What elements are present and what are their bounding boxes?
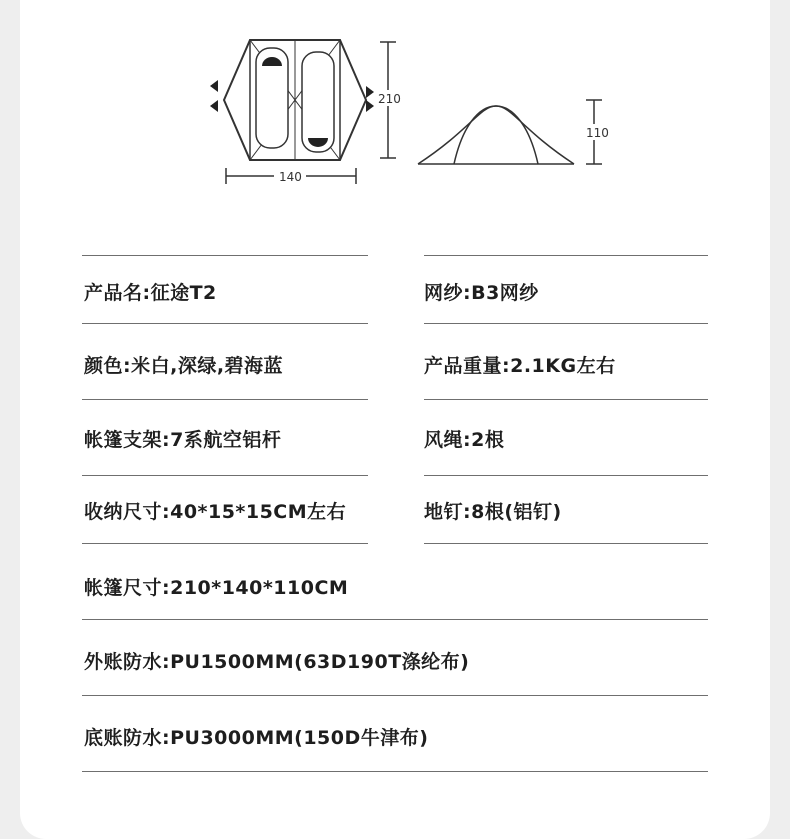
spec-packed-size: 收纳尺寸:40*15*15CM左右 [84,501,347,523]
divider [82,255,368,256]
divider [82,771,708,772]
spec-outer-waterproof: 外账防水:PU1500MM(63D190T涤纶布) [84,651,470,673]
spec-floor-waterproof: 底账防水:PU3000MM(150D牛津布) [84,727,429,749]
divider [82,399,368,400]
spec-product-name: 产品名:征途T2 [84,282,217,304]
divider [424,399,708,400]
door-arrow-icon [210,100,218,112]
spec-stakes: 地钉:8根(铝钉) [424,501,562,523]
divider [424,323,708,324]
door-arrow-icon [210,80,218,92]
divider [424,255,708,256]
tent-dimension-diagram [0,0,790,200]
spec-color: 颜色:米白,深绿,碧海蓝 [84,355,284,377]
spec-rope: 风绳:2根 [424,429,505,451]
divider [424,543,708,544]
spec-tent-size: 帐篷尺寸:210*140*110CM [84,577,349,599]
divider [82,323,368,324]
height-label: 110 [586,126,609,140]
divider [82,695,708,696]
divider [82,543,368,544]
door-arrow-icon [366,86,374,98]
divider [424,475,708,476]
spec-mesh: 网纱:B3网纱 [424,282,539,304]
divider [82,475,368,476]
door-arrow-icon [366,100,374,112]
tent-drawing [0,0,790,200]
side-view-pole-left [454,106,496,164]
width-label: 140 [279,170,302,184]
length-label: 210 [378,92,401,106]
side-view-fly [418,106,574,164]
spec-frame: 帐篷支架:7系航空铝杆 [84,429,282,451]
sleeping-pad-right [302,52,334,152]
side-view-pole-right [496,106,538,164]
divider [82,619,708,620]
spec-weight: 产品重量:2.1KG左右 [424,355,616,377]
